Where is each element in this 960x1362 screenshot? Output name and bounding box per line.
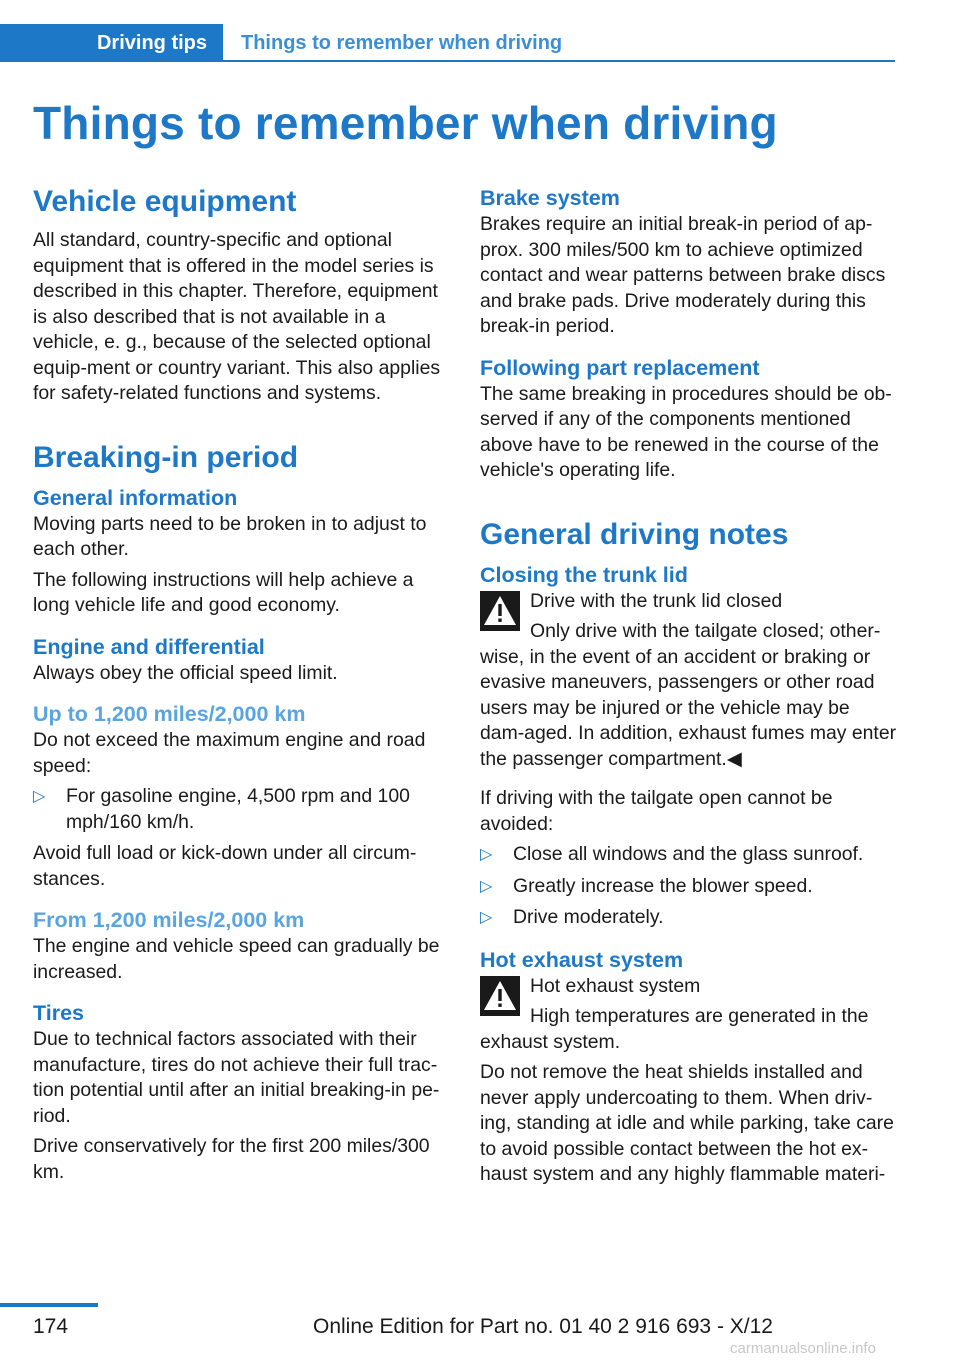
warning-trunk [480,589,898,773]
section-tab[interactable]: Driving tips [0,24,223,62]
page-title: Things to remember when driving [33,97,778,149]
list-item [480,905,898,931]
page-header [0,24,895,62]
heading-from: From 1,200 miles/2,000 km [33,908,305,932]
general-info-p2: The following instructions will help achieve a long vehicle life and good economy. [33,568,414,616]
list-item-text: Greatly increase the blower speed. [513,874,813,897]
general-info-p1: Moving parts need to be broken in to adjust to each other. [33,512,427,560]
tires-p1: Due to technical factors associated with their manufacture, tires do not achieve their full trac‐tion potential until after an initial breaking-in pe‐riod. [33,1028,440,1127]
warning-text: High temperatures are generated in the exhaust system. [480,1005,869,1053]
list-item [33,784,451,835]
trunk-list [480,842,898,931]
up-to-text: Do not exceed the maximum engine and road speed: [33,729,426,777]
engine-text: Always obey the official speed limit. [33,661,338,684]
bullet-triangle-icon: ▷ [480,877,493,895]
heading-closing-trunk: Closing the trunk lid [480,562,688,587]
brake-text: Brakes require an initial break-in period of ap‐prox. 300 miles/500 km to achieve optimized contact and wear patterns between brake discs and brake pads. Drive moderately during this break-in period. [480,213,886,337]
warning-icon [480,976,520,1016]
edition-info: Online Edition for Part no. 01 40 2 916 693 - X/12 [313,1315,773,1338]
heading-up-to: Up to 1,200 miles/2,000 km [33,702,306,726]
up-to-after: Avoid full load or kick-down under all circum‐stances. [33,842,417,890]
page-number: 174 [33,1315,69,1338]
header-rule [223,60,895,62]
heading-brake-system: Brake system [480,186,620,210]
warning-icon [480,591,520,631]
heading-tires: Tires [33,1001,84,1025]
warning-text: Only drive with the tailgate closed; other‐wise, in the event of an accident or braking or evasive maneuvers, passengers or other road users may be injured or the vehicle may be dam‐aged. In addition, exhaust fumes may enter the passenger compartment.◀ [480,620,897,770]
footer-rule [0,1303,98,1307]
warning-title: Drive with the trunk lid closed [530,589,783,612]
right-column [480,184,898,1193]
from-text: The engine and vehicle speed can gradually be increased. [33,935,440,983]
list-item [480,874,898,900]
warning-title: Hot exhaust system [530,974,701,997]
trunk-after-text: If driving with the tailgate open cannot be avoided: [480,787,833,835]
tires-p2: Drive conservatively for the first 200 miles/300 km. [33,1135,430,1183]
up-to-list [33,784,451,835]
left-column [33,184,451,1190]
breadcrumb[interactable]: Things to remember when driving [241,32,563,54]
warning-exhaust [480,974,898,1056]
bullet-triangle-icon: ▷ [33,788,46,805]
list-item-text: Drive moderately. [513,906,664,928]
heading-hot-exhaust: Hot exhaust system [480,947,684,972]
vehicle-equipment-text: All standard, country-specific and optional equipment that is offered in the model series is described in this chapter. Therefore, equipment is also described that is not available in a vehicle, e. g., because of the selected optional equip‐ment or country variant. This also applies for safety-related functions and systems. [33,229,441,404]
heading-breaking-in: Breaking-in period [33,440,299,474]
heading-part-replacement: Following part replacement [480,355,760,380]
bullet-triangle-icon: ▷ [480,909,493,926]
list-item [480,842,898,868]
bullet-triangle-icon: ▷ [480,846,493,863]
heading-general-driving-notes: General driving notes [480,517,789,551]
heading-general-information: General information [33,485,238,510]
heading-vehicle-equipment: Vehicle equipment [33,185,297,218]
heading-engine-differential: Engine and differential [33,634,265,659]
list-item-text: Close all windows and the glass sunroof. [513,843,864,865]
exhaust-text: Do not remove the heat shields installed and never apply undercoating to them. When driv‐ing, standing at idle and while parking, take care to avoid possible contact between the hot ex‐haust system and any highly flammable materi‐ [480,1061,894,1185]
watermark: carmanualsonline.info [730,1340,876,1357]
replacement-text: The same breaking in procedures should be ob‐served if any of the components mentioned above have to be renewed in the course of the vehicle's operating life. [480,382,892,481]
list-item-text: For gasoline engine, 4,500 rpm and 100 mph/160 km/h. [66,785,410,833]
